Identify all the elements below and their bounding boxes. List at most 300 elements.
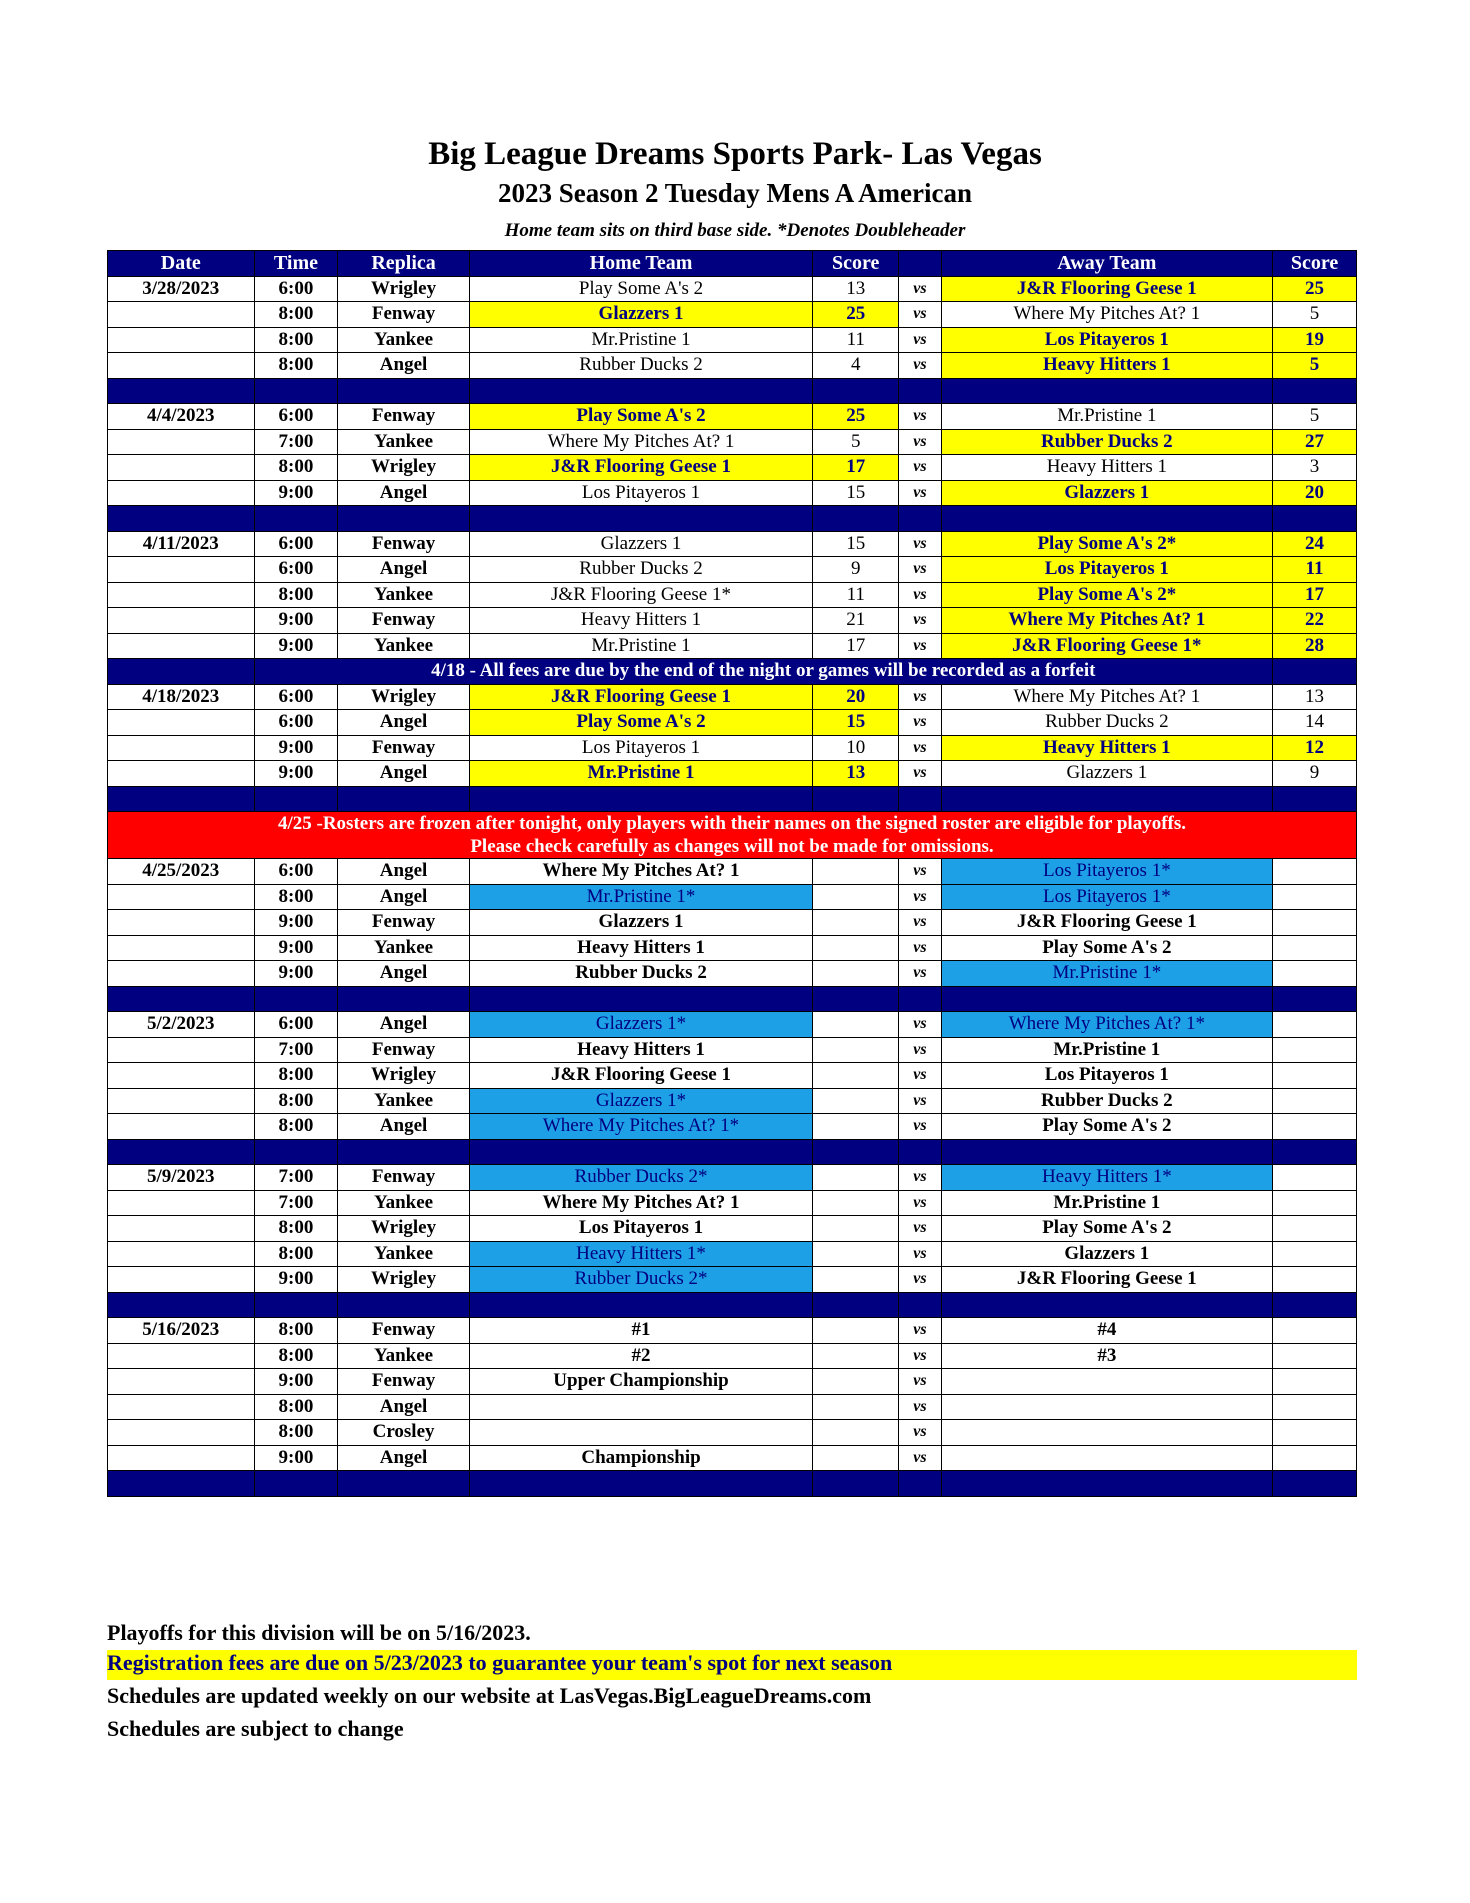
game-time: 8:00 [254,1343,338,1369]
game-date [108,1343,255,1369]
away-team: J&R Flooring Geese 1 [941,276,1272,302]
home-team: Rubber Ducks 2 [469,353,813,379]
game-time: 6:00 [254,531,338,557]
week-separator-row [108,1471,1357,1497]
table-header-row [108,251,1357,277]
away-team: Play Some A's 2 [941,1114,1272,1140]
game-row [108,531,1357,557]
away-team: J&R Flooring Geese 1 [941,1267,1272,1293]
separator-cell [469,1292,813,1318]
game-row [108,1063,1357,1089]
vs-label: vs [899,1318,941,1344]
vs-label: vs [899,353,941,379]
home-score [813,1241,899,1267]
away-team: Where My Pitches At? 1 [941,302,1272,328]
separator-cell [254,1139,338,1165]
separator-cell [108,506,255,532]
game-time: 9:00 [254,910,338,936]
game-time: 6:00 [254,859,338,885]
game-date [108,1088,255,1114]
game-date [108,1037,255,1063]
separator-cell [338,1139,469,1165]
vs-label: vs [899,1037,941,1063]
away-score [1273,1114,1357,1140]
game-field: Angel [338,557,469,583]
fees-notice: 4/18 - All fees are due by the end of the night or games will be recorded as a forfeit [254,659,1273,685]
home-score: 10 [813,735,899,761]
game-time: 6:00 [254,684,338,710]
away-score: 22 [1273,608,1357,634]
game-field: Angel [338,1394,469,1420]
home-team: Glazzers 1 [469,302,813,328]
game-field: Wrigley [338,1267,469,1293]
home-team [469,1394,813,1420]
game-row [108,884,1357,910]
home-score [813,1369,899,1395]
game-row [108,1012,1357,1038]
header-home-score: Score [813,251,899,277]
game-field: Angel [338,884,469,910]
vs-label: vs [899,302,941,328]
game-row [108,608,1357,634]
home-team: Where My Pitches At? 1 [469,1190,813,1216]
game-row [108,761,1357,787]
away-score [1273,1394,1357,1420]
away-score [1273,1190,1357,1216]
home-team: Los Pitayeros 1 [469,1216,813,1242]
separator-cell [338,786,469,812]
separator-cell [899,986,941,1012]
roster-notice-line2: Please check carefully as changes will not be made for omissions. [470,836,994,857]
game-row [108,404,1357,430]
home-score: 11 [813,327,899,353]
game-date [108,1369,255,1395]
home-team: #1 [469,1318,813,1344]
home-score: 15 [813,480,899,506]
game-row [108,302,1357,328]
header-replica: Replica [338,251,469,277]
away-score [1273,1216,1357,1242]
separator-cell [813,786,899,812]
game-field: Yankee [338,1088,469,1114]
game-time: 6:00 [254,404,338,430]
home-team: #2 [469,1343,813,1369]
separator-cell [338,986,469,1012]
home-score [813,1190,899,1216]
vs-label: vs [899,1369,941,1395]
vs-label: vs [899,633,941,659]
home-team: J&R Flooring Geese 1 [469,455,813,481]
away-score [1273,1318,1357,1344]
home-team: Glazzers 1 [469,910,813,936]
away-team: Where My Pitches At? 1* [941,1012,1272,1038]
separator-cell [899,1471,941,1497]
away-score: 5 [1273,302,1357,328]
footer-registration-note: Registration fees are due on 5/23/2023 to guarantee your team's spot for next season [107,1650,1357,1680]
roster-notice-row [108,812,1357,859]
vs-label: vs [899,1394,941,1420]
home-score [813,1012,899,1038]
away-score [1273,859,1357,885]
away-team: Play Some A's 2* [941,582,1272,608]
vs-label: vs [899,1267,941,1293]
game-row [108,961,1357,987]
separator-cell [338,1471,469,1497]
game-field: Yankee [338,1241,469,1267]
game-row [108,1190,1357,1216]
game-row [108,859,1357,885]
away-score: 17 [1273,582,1357,608]
game-date [108,608,255,634]
game-field: Wrigley [338,455,469,481]
home-score [813,1420,899,1446]
away-score [1273,1267,1357,1293]
game-row [108,276,1357,302]
away-team [941,1420,1272,1446]
game-date: 5/16/2023 [108,1318,255,1344]
game-field: Yankee [338,429,469,455]
separator-cell [899,378,941,404]
vs-label: vs [899,910,941,936]
vs-label: vs [899,961,941,987]
separator-cell [469,378,813,404]
game-field: Fenway [338,404,469,430]
roster-notice [108,812,1357,859]
game-row [108,910,1357,936]
home-score: 25 [813,302,899,328]
home-team: Rubber Ducks 2 [469,557,813,583]
game-time: 7:00 [254,1037,338,1063]
away-score [1273,1343,1357,1369]
game-field: Angel [338,1445,469,1471]
home-team: Heavy Hitters 1 [469,1037,813,1063]
game-row [108,1420,1357,1446]
game-time: 8:00 [254,582,338,608]
vs-label: vs [899,884,941,910]
game-date [108,884,255,910]
game-date [108,480,255,506]
home-score [813,884,899,910]
week-separator-row [108,1139,1357,1165]
game-date: 4/11/2023 [108,531,255,557]
home-team: Mr.Pristine 1 [469,761,813,787]
vs-label: vs [899,1114,941,1140]
game-field: Yankee [338,327,469,353]
home-team: Championship [469,1445,813,1471]
game-time: 6:00 [254,710,338,736]
game-time: 8:00 [254,327,338,353]
separator-cell [813,1471,899,1497]
separator-cell [941,1471,1272,1497]
game-date [108,935,255,961]
away-score: 14 [1273,710,1357,736]
game-row [108,1114,1357,1140]
vs-label: vs [899,1088,941,1114]
separator-cell [1273,1471,1357,1497]
home-score: 20 [813,684,899,710]
away-score: 12 [1273,735,1357,761]
vs-label: vs [899,735,941,761]
page-subtitle: 2023 Season 2 Tuesday Mens A American [497,178,973,208]
vs-label: vs [899,327,941,353]
separator-cell [108,659,255,685]
game-date [108,710,255,736]
vs-label: vs [899,276,941,302]
away-team: Play Some A's 2* [941,531,1272,557]
home-team: Rubber Ducks 2* [469,1267,813,1293]
separator-cell [813,506,899,532]
away-team: Where My Pitches At? 1 [941,608,1272,634]
home-team: Mr.Pristine 1* [469,884,813,910]
game-time: 8:00 [254,1063,338,1089]
separator-cell [108,986,255,1012]
game-time: 9:00 [254,761,338,787]
game-row [108,633,1357,659]
home-score [813,1216,899,1242]
game-time: 7:00 [254,429,338,455]
home-team: Where My Pitches At? 1* [469,1114,813,1140]
separator-cell [899,506,941,532]
game-date [108,327,255,353]
home-team: Glazzers 1* [469,1012,813,1038]
home-team: Glazzers 1 [469,531,813,557]
vs-label: vs [899,531,941,557]
home-team: Upper Championship [469,1369,813,1395]
game-field: Fenway [338,531,469,557]
game-field: Wrigley [338,1216,469,1242]
away-score [1273,1369,1357,1395]
game-row [108,1088,1357,1114]
home-team: Play Some A's 2 [469,404,813,430]
home-score [813,1063,899,1089]
home-score [813,935,899,961]
separator-cell [254,378,338,404]
game-field: Fenway [338,735,469,761]
away-score [1273,961,1357,987]
away-team: J&R Flooring Geese 1 [941,910,1272,936]
home-score [813,1445,899,1471]
away-score: 5 [1273,353,1357,379]
home-team: Play Some A's 2 [469,710,813,736]
home-score: 13 [813,276,899,302]
away-team: Glazzers 1 [941,480,1272,506]
separator-cell [1273,659,1357,685]
away-score [1273,1037,1357,1063]
home-team: Heavy Hitters 1 [469,935,813,961]
home-score: 17 [813,455,899,481]
home-score: 4 [813,353,899,379]
game-date [108,1445,255,1471]
home-score: 9 [813,557,899,583]
vs-label: vs [899,429,941,455]
away-team: Mr.Pristine 1 [941,1037,1272,1063]
home-score [813,910,899,936]
away-score [1273,1420,1357,1446]
game-row [108,710,1357,736]
away-team: Rubber Ducks 2 [941,1088,1272,1114]
home-team: J&R Flooring Geese 1 [469,1063,813,1089]
game-field: Fenway [338,1318,469,1344]
game-date [108,1063,255,1089]
game-time: 9:00 [254,935,338,961]
away-team: Heavy Hitters 1 [941,455,1272,481]
game-row [108,1318,1357,1344]
separator-cell [899,786,941,812]
home-team: J&R Flooring Geese 1* [469,582,813,608]
game-row [108,557,1357,583]
vs-label: vs [899,935,941,961]
footer-playoffs-note: Playoffs for this division will be on 5/16/2023. [107,1620,531,1645]
away-score: 28 [1273,633,1357,659]
away-score: 9 [1273,761,1357,787]
game-date [108,961,255,987]
home-team: Heavy Hitters 1* [469,1241,813,1267]
game-date [108,910,255,936]
away-team: Los Pitayeros 1* [941,859,1272,885]
game-field: Angel [338,859,469,885]
game-field: Wrigley [338,684,469,710]
away-score [1273,1088,1357,1114]
vs-label: vs [899,1445,941,1471]
vs-label: vs [899,1343,941,1369]
vs-label: vs [899,1216,941,1242]
week-separator-row [108,1292,1357,1318]
game-row [108,480,1357,506]
game-field: Yankee [338,935,469,961]
away-team [941,1369,1272,1395]
game-field: Angel [338,480,469,506]
away-team: Heavy Hitters 1* [941,1165,1272,1191]
game-date [108,455,255,481]
separator-cell [338,506,469,532]
game-date [108,1190,255,1216]
home-score [813,1343,899,1369]
vs-label: vs [899,859,941,885]
home-team: Where My Pitches At? 1 [469,429,813,455]
game-date [108,1394,255,1420]
away-team: Mr.Pristine 1 [941,1190,1272,1216]
game-date [108,1216,255,1242]
separator-cell [941,1139,1272,1165]
vs-label: vs [899,455,941,481]
game-date [108,557,255,583]
away-score [1273,1012,1357,1038]
game-field: Crosley [338,1420,469,1446]
vs-label: vs [899,404,941,430]
away-team: Play Some A's 2 [941,935,1272,961]
game-date: 4/4/2023 [108,404,255,430]
game-time: 8:00 [254,455,338,481]
game-time: 8:00 [254,1114,338,1140]
game-row [108,1369,1357,1395]
away-team: Mr.Pristine 1 [941,404,1272,430]
game-time: 8:00 [254,884,338,910]
vs-label: vs [899,557,941,583]
separator-cell [1273,1139,1357,1165]
vs-label: vs [899,1241,941,1267]
game-time: 6:00 [254,1012,338,1038]
vs-label: vs [899,1190,941,1216]
vs-label: vs [899,608,941,634]
separator-cell [108,378,255,404]
home-score [813,1318,899,1344]
vs-label: vs [899,582,941,608]
game-date: 4/25/2023 [108,859,255,885]
game-row [108,429,1357,455]
separator-cell [1273,986,1357,1012]
separator-cell [1273,506,1357,532]
away-team: Mr.Pristine 1* [941,961,1272,987]
game-row [108,1343,1357,1369]
home-team: Play Some A's 2 [469,276,813,302]
away-team: Los Pitayeros 1 [941,1063,1272,1089]
game-time: 9:00 [254,480,338,506]
game-row [108,1216,1357,1242]
game-date: 4/18/2023 [108,684,255,710]
game-date [108,1420,255,1446]
home-score: 5 [813,429,899,455]
vs-label: vs [899,480,941,506]
away-team: Rubber Ducks 2 [941,710,1272,736]
separator-cell [899,1292,941,1318]
away-score: 19 [1273,327,1357,353]
game-date [108,582,255,608]
game-date [108,1267,255,1293]
game-time: 8:00 [254,1318,338,1344]
away-team: J&R Flooring Geese 1* [941,633,1272,659]
home-score: 15 [813,710,899,736]
home-team: Heavy Hitters 1 [469,608,813,634]
game-time: 9:00 [254,633,338,659]
home-team: Where My Pitches At? 1 [469,859,813,885]
game-time: 8:00 [254,1394,338,1420]
game-date [108,1114,255,1140]
away-score [1273,935,1357,961]
home-team: Mr.Pristine 1 [469,327,813,353]
home-score: 21 [813,608,899,634]
away-score: 24 [1273,531,1357,557]
game-field: Angel [338,761,469,787]
away-team: Los Pitayeros 1 [941,557,1272,583]
game-time: 9:00 [254,961,338,987]
away-team [941,1394,1272,1420]
week-separator-row [108,786,1357,812]
game-field: Angel [338,961,469,987]
away-score [1273,1445,1357,1471]
away-team: Where My Pitches At? 1 [941,684,1272,710]
separator-cell [941,786,1272,812]
vs-label: vs [899,710,941,736]
separator-cell [338,378,469,404]
header-time: Time [254,251,338,277]
game-time: 8:00 [254,302,338,328]
week-separator-row [108,506,1357,532]
game-field: Fenway [338,1037,469,1063]
separator-cell [108,786,255,812]
game-row [108,735,1357,761]
away-team: Heavy Hitters 1 [941,353,1272,379]
home-score [813,1088,899,1114]
game-date: 3/28/2023 [108,276,255,302]
game-row [108,1267,1357,1293]
vs-label: vs [899,1165,941,1191]
game-time: 9:00 [254,1369,338,1395]
game-date: 5/2/2023 [108,1012,255,1038]
away-team [941,1445,1272,1471]
separator-cell [254,986,338,1012]
separator-cell [1273,1292,1357,1318]
game-date [108,1241,255,1267]
